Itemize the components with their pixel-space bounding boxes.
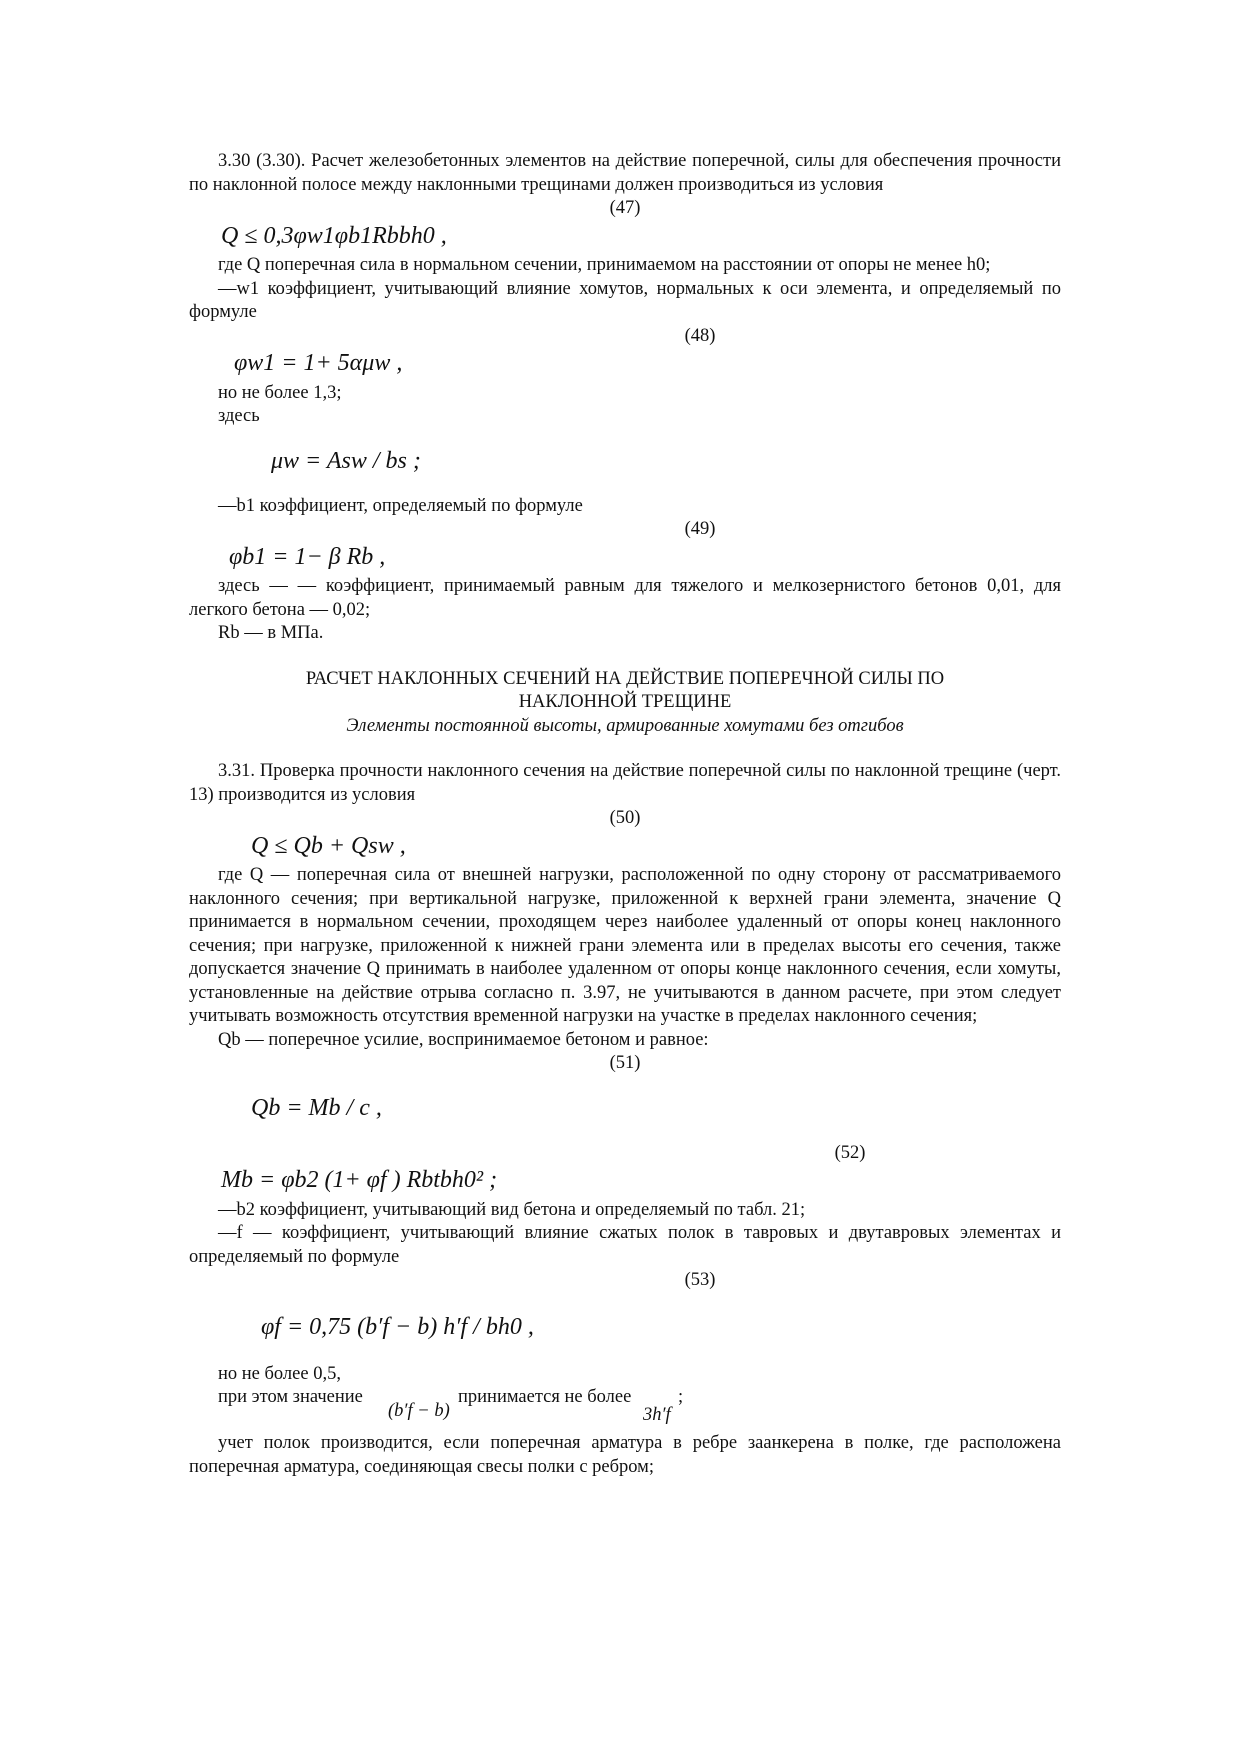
equation-number-47: (47): [609, 198, 641, 218]
definition-phi-b2: —b2 коэффициент, учитывающий вид бетона и определяемый по табл. 21;: [218, 1199, 806, 1220]
definition-phi-b1: —b1 коэффициент, определяемый по формуле: [218, 495, 583, 516]
here-label: здесь: [218, 406, 260, 426]
definition-Rb: Rb — в МПа.: [218, 623, 324, 643]
paragraph-3-31: 3.31. Проверка прочности наклонного сечения на действие поперечной силы по наклонной трещине (черт. 13) производится из условия: [189, 761, 1061, 805]
section-subtitle: Элементы постоянной высоты, армированные хомутами без отгибов: [346, 715, 904, 736]
definition-Q-external: где Q — поперечная сила от внешней нагрузки, расположенной по одну сторону от рассматриваемого наклонного сечения; при вертикальной нагрузке, приложенной к верхней грани элемента, значение Q принимается в нормальном сечении, проходящем через наиболее удаленный от опоры конец наклонного сечения; при нагрузке, приложенной к нижней грани элемента или в пределах высоты его сечения, также допускается значение Q принимать в наиболее удаленном от опоры конце наклонного сечения, если хомуты, установленные на действие отрыва согласно п. 3.97, не учитываются в данном расчете, при этом следует учитывать возможность отсутствия временной нагрузки на участке в пределах наклонного сечения;: [189, 865, 1061, 1026]
page-content: [189, 150, 1061, 1479]
equation-48: φw1 = 1+ 5αμw ,: [234, 350, 403, 376]
equation-53: φf = 0,75 (b′f − b) h′f / bh0 ,: [261, 1313, 534, 1340]
definition-phi-f: —f — коэффициент, учитывающий влияние сжатых полок в тавровых и двутавровых элементах и определяемый по формуле: [189, 1223, 1061, 1267]
equation-47: Q ≤ 0,3φw1φb1Rbbh0 ,: [221, 222, 447, 249]
section-title-line-1: РАСЧЕТ НАКЛОННЫХ СЕЧЕНИЙ НА ДЕЙСТВИЕ ПОПЕРЕЧНОЙ СИЛЫ ПО: [305, 668, 945, 689]
flanges-note: учет полок производится, если поперечная арматура в ребре заанкерена в полке, где расположена поперечная арматура, соединяющая свесы полки с ребром;: [189, 1433, 1061, 1477]
equation-number-50: (50): [609, 808, 641, 828]
section-title-line-2: НАКЛОННОЙ ТРЕЩИНЕ: [518, 692, 732, 712]
equation-number-52: (52): [834, 1142, 866, 1163]
equation-51: Qb = Mb / c ,: [251, 1094, 382, 1121]
definition-Q: где Q поперечная сила в нормальном сечении, принимаемом на расстоянии от опоры не менее h0;: [218, 255, 991, 275]
equation-49: φb1 = 1− β Rb ,: [229, 543, 386, 570]
definition-Qb: Qb — поперечное усилие, воспринимаемое бетоном и равное:: [218, 1029, 709, 1050]
value-limit-text-b: принимается не более: [458, 1387, 632, 1407]
equation-number-51: (51): [609, 1053, 641, 1073]
value-limit-expr-1: (b′f − b): [388, 1401, 450, 1421]
definition-phi-w1: —w1 коэффициент, учитывающий влияние хомутов, нормальных к оси элемента, и определяемый по формуле: [189, 278, 1061, 322]
value-limit-expr-2: 3h′f: [643, 1405, 671, 1425]
value-limit-note: при этом значение (b′f − b) принимается не более 3h′f ;: [218, 1386, 1061, 1432]
equation-50: Q ≤ Qb + Qsw ,: [251, 832, 406, 859]
limit-note-0-5: но не более 0,5,: [218, 1363, 341, 1384]
value-limit-text-a: при этом значение: [218, 1387, 363, 1407]
equation-number-53: (53): [684, 1270, 716, 1290]
equation-number-49: (49): [684, 519, 716, 539]
equation-mu-w: μw = Asw / bs ;: [271, 447, 421, 474]
paragraph-3-30: 3.30 (3.30). Расчет железобетонных элементов на действие поперечной, силы для обеспечения прочности по наклонной полосе между наклонными трещинами должен производиться из условия: [189, 151, 1061, 195]
limit-note-1-3: но не более 1,3;: [218, 382, 342, 403]
definition-beta: здесь — — коэффициент, принимаемый равным для тяжелого и мелкозернистого бетонов 0,01, для легкого бетона — 0,02;: [189, 576, 1061, 620]
equation-52: Mb = φb2 (1+ φf ) Rbtbh0² ;: [221, 1167, 498, 1193]
equation-number-48: (48): [684, 325, 716, 346]
